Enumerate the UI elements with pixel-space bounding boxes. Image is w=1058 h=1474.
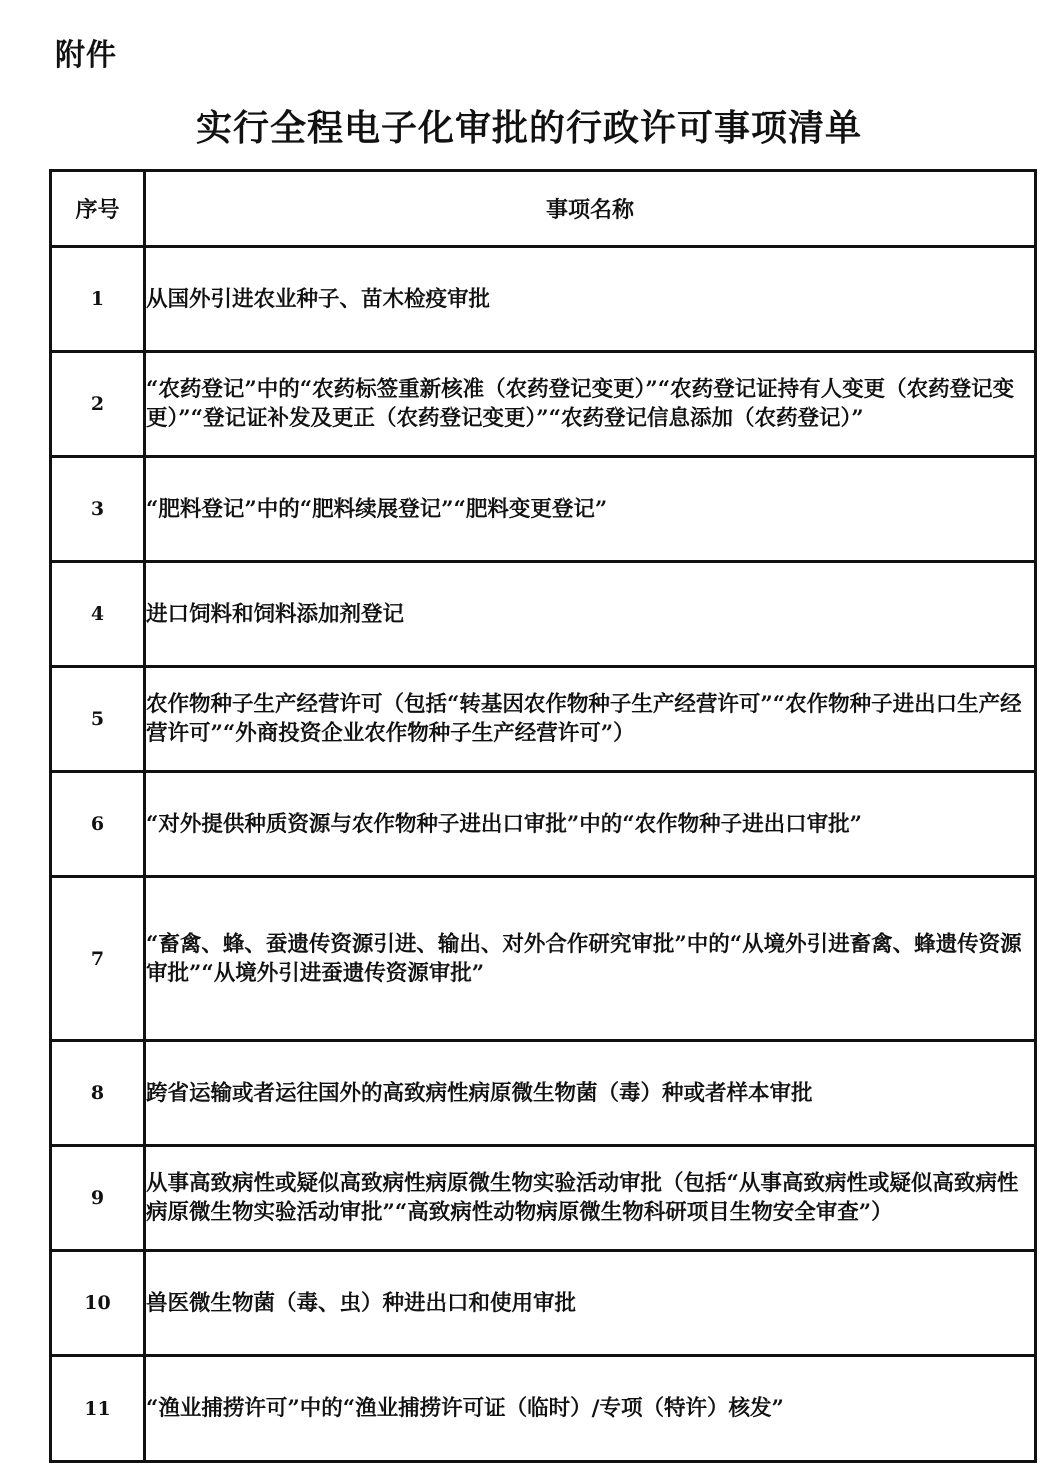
table-row xyxy=(51,247,1036,352)
row-item-name: “畜禽、蜂、蚕遗传资源引进、输出、对外合作研究审批”中的“从境外引进畜禽、蜂遗传资源审批”“从境外引进蚕遗传资源审批” xyxy=(145,877,1036,1041)
table-header-row xyxy=(51,171,1036,247)
row-number: 11 xyxy=(51,1356,145,1462)
row-number: 2 xyxy=(51,352,145,457)
table-row xyxy=(51,1146,1036,1251)
row-item-name: 跨省运输或者运往国外的高致病性病原微生物菌（毒）种或者样本审批 xyxy=(145,1041,1036,1146)
table-row xyxy=(51,457,1036,562)
row-item-name: “肥料登记”中的“肥料续展登记”“肥料变更登记” xyxy=(145,457,1036,562)
table-row xyxy=(51,1041,1036,1146)
row-item-name: 农作物种子生产经营许可（包括“转基因农作物种子生产经营许可”“农作物种子进出口生产经营许可”“外商投资企业农作物种子生产经营许可”） xyxy=(145,667,1036,772)
row-number: 4 xyxy=(51,562,145,667)
attachment-label: 附件 xyxy=(55,38,117,73)
row-item-name: 进口饲料和饲料添加剂登记 xyxy=(145,562,1036,667)
header-item-name: 事项名称 xyxy=(145,171,1036,247)
row-number: 6 xyxy=(51,772,145,877)
table-row xyxy=(51,772,1036,877)
items-table xyxy=(49,169,1037,1463)
row-item-name: 从事高致病性或疑似高致病性病原微生物实验活动审批（包括“从事高致病性或疑似高致病性病原微生物实验活动审批”“高致病性动物病原微生物科研项目生物安全审查”） xyxy=(145,1146,1036,1251)
row-item-name: “对外提供种质资源与农作物种子进出口审批”中的“农作物种子进出口审批” xyxy=(145,772,1036,877)
document-title: 实行全程电子化审批的行政许可事项清单 xyxy=(195,108,862,149)
table-row xyxy=(51,877,1036,1041)
table-row xyxy=(51,562,1036,667)
row-number: 1 xyxy=(51,247,145,352)
row-item-name: 从国外引进农业种子、苗木检疫审批 xyxy=(145,247,1036,352)
row-item-name: “渔业捕捞许可”中的“渔业捕捞许可证（临时）/专项（特许）核发” xyxy=(145,1356,1036,1462)
table-row xyxy=(51,352,1036,457)
row-number: 9 xyxy=(51,1146,145,1251)
table-row xyxy=(51,667,1036,772)
header-number: 序号 xyxy=(51,171,145,247)
row-number: 5 xyxy=(51,667,145,772)
row-item-name: “农药登记”中的“农药标签重新核准（农药登记变更）”“农药登记证持有人变更（农药登记变更）”“登记证补发及更正（农药登记变更）”“农药登记信息添加（农药登记）” xyxy=(145,352,1036,457)
row-number: 8 xyxy=(51,1041,145,1146)
row-number: 3 xyxy=(51,457,145,562)
row-number: 10 xyxy=(51,1251,145,1356)
row-number: 7 xyxy=(51,877,145,1041)
table-row xyxy=(51,1356,1036,1462)
table-row xyxy=(51,1251,1036,1356)
row-item-name: 兽医微生物菌（毒、虫）种进出口和使用审批 xyxy=(145,1251,1036,1356)
